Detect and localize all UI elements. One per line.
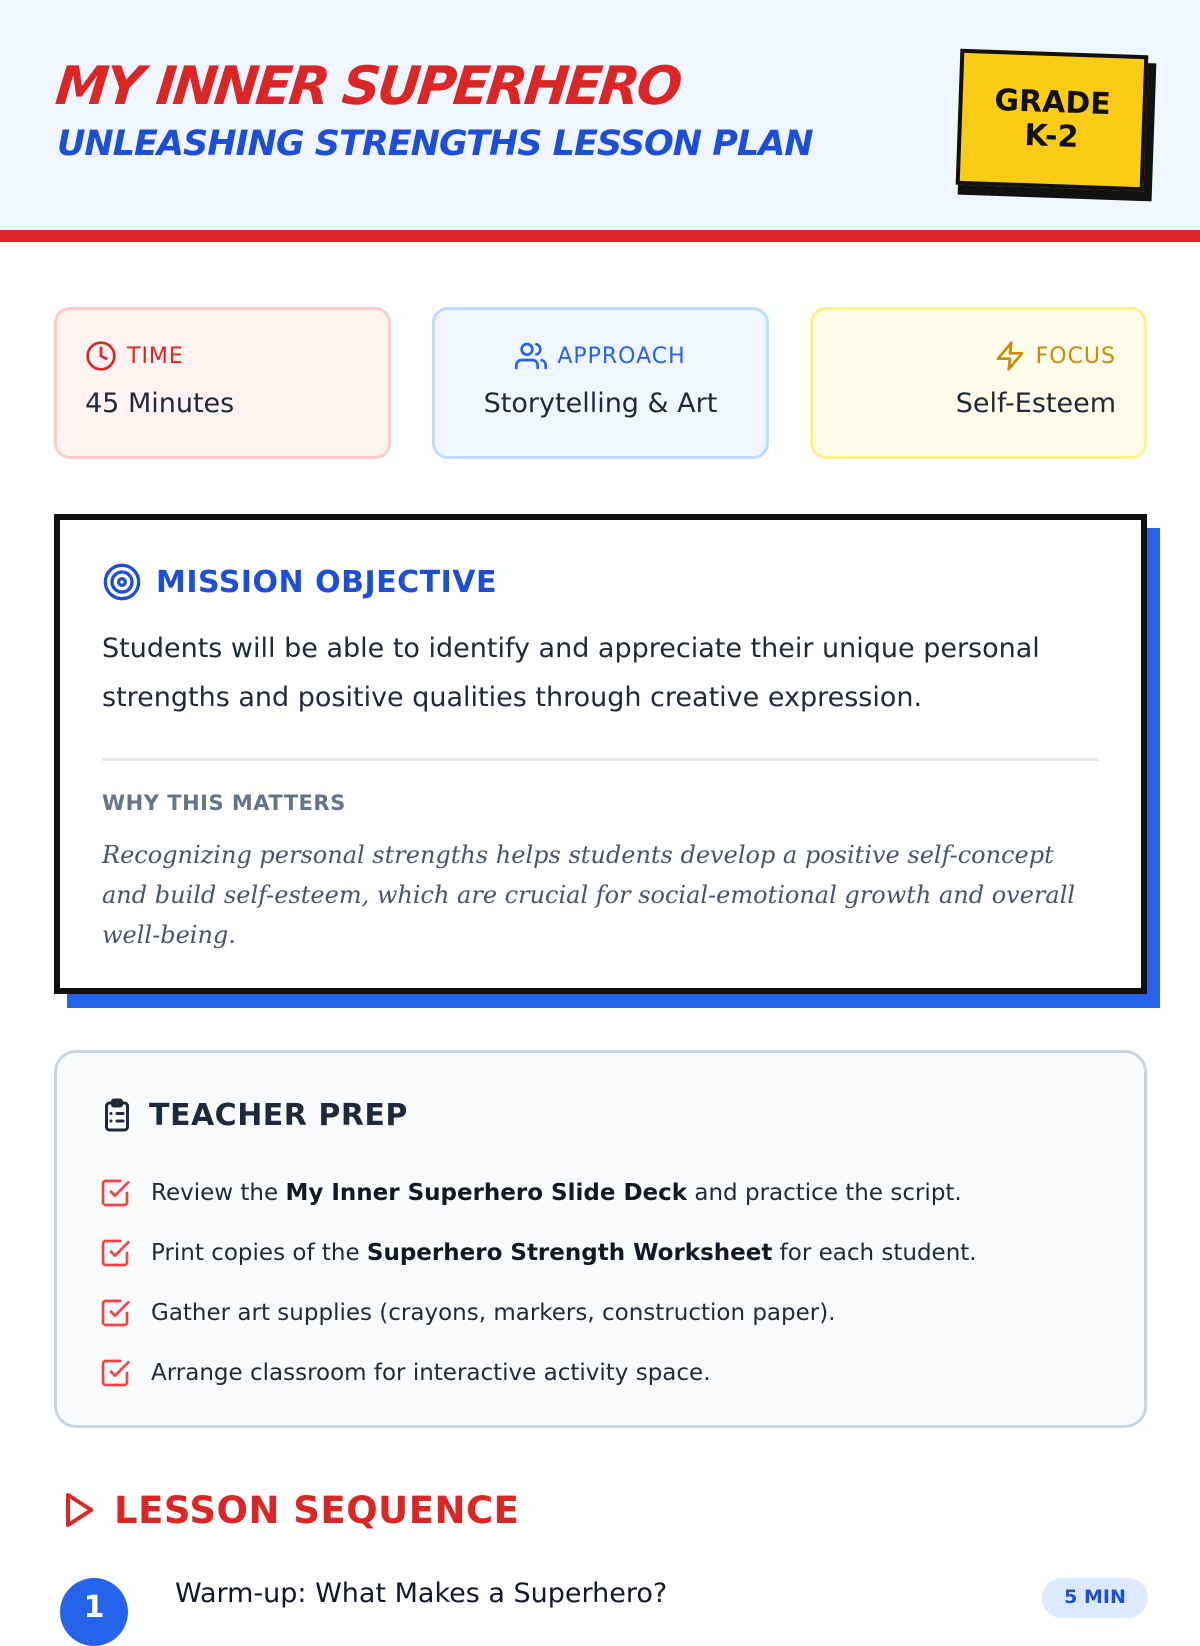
time-card: [54, 307, 391, 459]
list-item[interactable]: [99, 1163, 1102, 1223]
target-icon: [102, 562, 142, 602]
lesson-sequence-title: LESSON SEQUENCE: [114, 1488, 520, 1532]
prep-item-text-post: and practice the script.: [687, 1180, 962, 1206]
time-value: 45 Minutes: [85, 388, 235, 419]
mission-card: [54, 514, 1147, 994]
checkbox-checked-icon[interactable]: [99, 1177, 131, 1209]
list-item[interactable]: [99, 1283, 1102, 1343]
mission-divider: [102, 758, 1099, 761]
why-title: WHY THIS MATTERS: [102, 791, 346, 815]
lightning-icon: [994, 340, 1026, 372]
focus-label-text: FOCUS: [1035, 343, 1116, 369]
focus-value: Self-Esteem: [955, 388, 1116, 419]
mission-header: [102, 560, 1099, 604]
checkbox-checked-icon[interactable]: [99, 1237, 131, 1269]
prep-item-text-bold: Superhero Strength Worksheet: [366, 1240, 773, 1266]
grade-badge: [956, 49, 1149, 191]
step-title: Warm-up: What Makes a Superhero?: [175, 1578, 668, 1609]
prep-item-text-pre: Print copies of the: [151, 1240, 367, 1266]
approach-card: [432, 307, 769, 459]
checkbox-checked-icon[interactable]: [99, 1357, 131, 1389]
prep-header: [99, 1093, 1102, 1137]
clock-icon: [85, 340, 117, 372]
prep-item-text-pre: Gather art supplies (crayons, markers, construction paper).: [151, 1300, 836, 1326]
clipboard-icon: [99, 1097, 135, 1133]
prep-item-text-bold: My Inner Superhero Slide Deck: [285, 1180, 688, 1206]
prep-list: [99, 1163, 1102, 1403]
focus-card-label: [841, 338, 1116, 374]
why-text: Recognizing personal strengths helps students develop a positive self-concept and build self-esteem, which are crucial for social-emotional growth and overall well-being.: [102, 841, 1076, 949]
step-number-badge: 1: [60, 1578, 128, 1646]
users-icon: [515, 340, 547, 372]
page-title: MY INNER SUPERHERO: [52, 56, 683, 117]
prep-item-text: [151, 1240, 977, 1266]
grade-value: K-2: [1023, 118, 1080, 155]
header-banner: [0, 0, 1200, 242]
lesson-sequence-header: [58, 1486, 519, 1534]
checkbox-checked-icon[interactable]: [99, 1297, 131, 1329]
prep-item-text: [151, 1300, 836, 1326]
approach-label-text: APPROACH: [557, 343, 686, 369]
approach-value: Storytelling & Art: [483, 388, 718, 419]
prep-item-text-pre: Arrange classroom for interactive activity space.: [151, 1360, 711, 1386]
prep-item-text-pre: Review the: [151, 1180, 286, 1206]
mission-title: MISSION OBJECTIVE: [156, 564, 497, 600]
approach-card-label: [463, 338, 738, 374]
grade-label: GRADE: [993, 82, 1112, 123]
time-card-label: [85, 338, 360, 374]
list-item[interactable]: [99, 1343, 1102, 1403]
teacher-prep-card: [54, 1050, 1147, 1428]
prep-item-text: [151, 1360, 711, 1386]
time-label-text: TIME: [127, 343, 184, 369]
step-duration-badge: 5 MIN: [1042, 1578, 1148, 1618]
focus-card: [810, 307, 1147, 459]
prep-title: TEACHER PREP: [149, 1097, 408, 1133]
page-subtitle: UNLEASHING STRENGTHS LESSON PLAN: [57, 124, 813, 164]
play-icon: [58, 1490, 98, 1530]
prep-item-text: [151, 1180, 962, 1206]
list-item[interactable]: [99, 1223, 1102, 1283]
prep-item-text-post: for each student.: [772, 1240, 977, 1266]
mission-text: Students will be able to identify and appreciate their unique personal strengths and positive qualities through creative expression.: [102, 633, 1040, 713]
